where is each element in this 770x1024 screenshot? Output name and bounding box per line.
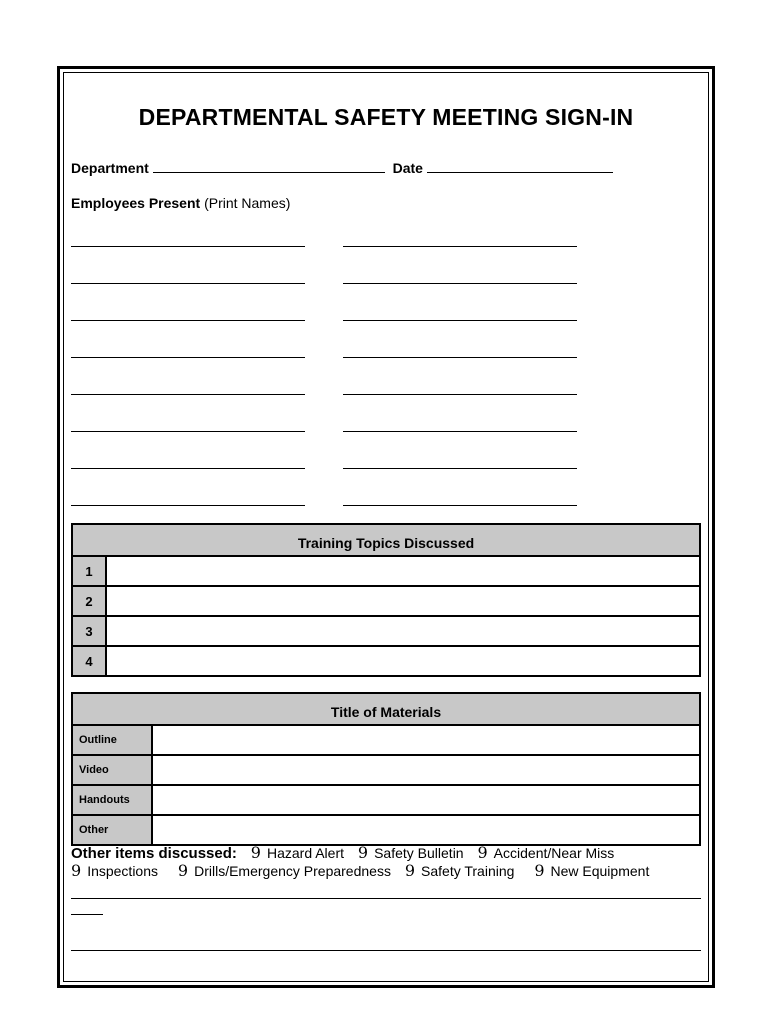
- material-label: Video: [73, 756, 153, 784]
- row-number: 2: [73, 587, 107, 615]
- row-number: 4: [73, 647, 107, 675]
- topic-field[interactable]: [107, 617, 699, 645]
- department-field[interactable]: [153, 158, 385, 173]
- option-drills-emergency: Drills/Emergency Preparedness: [194, 863, 391, 879]
- notes-line[interactable]: [71, 950, 701, 951]
- employee-name-line[interactable]: [343, 320, 577, 321]
- employee-name-line[interactable]: [71, 394, 305, 395]
- materials-header: Title of Materials: [73, 694, 699, 726]
- materials-table: [71, 692, 701, 846]
- table-row: [73, 647, 699, 675]
- material-label: Handouts: [73, 786, 153, 814]
- training-topics-table: [71, 523, 701, 677]
- row-number: 1: [73, 557, 107, 585]
- employees-present-label: Employees Present: [71, 195, 201, 211]
- checkbox-icon[interactable]: 9: [534, 861, 545, 880]
- option-new-equipment: New Equipment: [550, 863, 650, 879]
- material-field[interactable]: [153, 786, 699, 814]
- department-label: Department: [71, 160, 149, 176]
- material-label: Outline: [73, 726, 153, 754]
- row-number: 3: [73, 617, 107, 645]
- checkbox-icon[interactable]: 9: [477, 843, 488, 862]
- other-items-label: Other items discussed:: [71, 845, 237, 862]
- table-row: [73, 756, 699, 786]
- employee-name-line[interactable]: [343, 505, 577, 506]
- material-field[interactable]: [153, 726, 699, 754]
- material-label: Other: [73, 816, 153, 844]
- employee-name-line[interactable]: [71, 468, 305, 469]
- table-row: [73, 557, 699, 587]
- employee-name-line[interactable]: [343, 357, 577, 358]
- option-safety-training: Safety Training: [421, 863, 515, 879]
- material-field[interactable]: [153, 816, 699, 844]
- table-row: [73, 786, 699, 816]
- checkbox-icon[interactable]: 9: [357, 843, 369, 862]
- employee-name-line[interactable]: [71, 246, 305, 247]
- material-field[interactable]: [153, 756, 699, 784]
- checkbox-icon[interactable]: 9: [404, 861, 416, 880]
- checkbox-icon[interactable]: 9: [71, 861, 82, 880]
- table-row: [73, 617, 699, 647]
- employee-name-line[interactable]: [71, 505, 305, 506]
- employee-name-line[interactable]: [343, 283, 577, 284]
- notes-line[interactable]: [71, 898, 701, 899]
- employee-name-line[interactable]: [71, 357, 305, 358]
- employees-present-row: [71, 195, 290, 211]
- option-accident-near-miss: Accident/Near Miss: [493, 845, 615, 861]
- other-items-line-2: [71, 861, 659, 880]
- option-hazard-alert: Hazard Alert: [266, 845, 345, 861]
- notes-line-continuation: [71, 914, 103, 915]
- print-names-hint: (Print Names): [204, 195, 291, 211]
- option-inspections: Inspections: [87, 863, 159, 879]
- topic-field[interactable]: [107, 557, 699, 585]
- employee-name-line[interactable]: [71, 320, 305, 321]
- table-row: [73, 816, 699, 844]
- employee-name-line[interactable]: [343, 468, 577, 469]
- option-safety-bulletin: Safety Bulletin: [374, 845, 464, 861]
- employee-name-line[interactable]: [71, 283, 305, 284]
- other-items-line-1: [71, 843, 624, 862]
- department-row: [71, 158, 613, 176]
- employee-name-line[interactable]: [343, 394, 577, 395]
- employee-name-line[interactable]: [343, 246, 577, 247]
- employee-name-line[interactable]: [343, 431, 577, 432]
- checkbox-icon[interactable]: 9: [177, 861, 189, 880]
- date-field[interactable]: [427, 158, 613, 173]
- table-row: [73, 726, 699, 756]
- date-label: Date: [392, 160, 423, 176]
- form-title: DEPARTMENTAL SAFETY MEETING SIGN-IN: [138, 104, 634, 130]
- employee-name-line[interactable]: [71, 431, 305, 432]
- checkbox-icon[interactable]: 9: [250, 843, 261, 862]
- topic-field[interactable]: [107, 647, 699, 675]
- table-row: [73, 587, 699, 617]
- topic-field[interactable]: [107, 587, 699, 615]
- training-topics-header: Training Topics Discussed: [73, 525, 699, 557]
